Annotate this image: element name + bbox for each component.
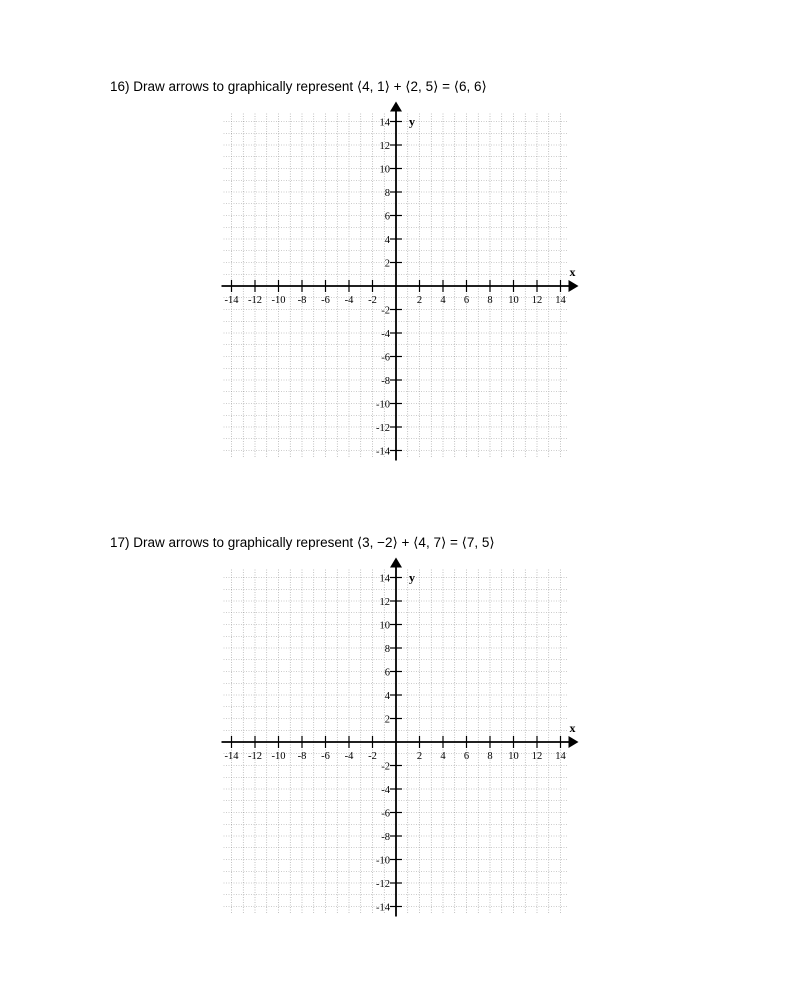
x-tick-label: -14 bbox=[224, 751, 239, 762]
y-tick-label: -6 bbox=[381, 352, 390, 364]
y-tick-label: 8 bbox=[384, 644, 390, 655]
x-tick-label: -8 bbox=[297, 295, 307, 306]
x-tick-label: -14 bbox=[224, 295, 239, 306]
problem-16-prompt: 16) Draw arrows to graphically represent ⟨4, 1⟩ + ⟨2, 5⟩ = ⟨6, 6⟩ bbox=[110, 79, 487, 94]
x-tick-label: 6 bbox=[463, 295, 470, 306]
x-tick-label: 12 bbox=[531, 295, 543, 306]
y-tick-label: 8 bbox=[384, 188, 390, 199]
x-axis-arrow-icon bbox=[569, 736, 579, 748]
y-tick-label: 12 bbox=[379, 597, 390, 608]
x-tick-label: -2 bbox=[368, 751, 377, 762]
y-tick-label: -8 bbox=[381, 832, 390, 843]
x-tick-label: -4 bbox=[344, 295, 354, 306]
x-tick-label: 14 bbox=[555, 751, 566, 762]
x-tick-label: 8 bbox=[487, 295, 493, 306]
x-tick-label: 4 bbox=[440, 295, 446, 306]
y-tick-label: 14 bbox=[379, 573, 390, 585]
x-tick-label: -12 bbox=[248, 295, 262, 306]
y-tick-label: -12 bbox=[376, 423, 390, 434]
y-tick-label: -10 bbox=[376, 855, 390, 867]
y-tick-label: -4 bbox=[381, 785, 390, 796]
y-tick-label: 12 bbox=[379, 141, 390, 152]
y-tick-label: -14 bbox=[376, 902, 390, 914]
x-axis-name: x bbox=[569, 721, 576, 735]
y-axis-name: y bbox=[409, 570, 415, 585]
y-tick-label: 6 bbox=[384, 667, 390, 679]
y-tick-label: -12 bbox=[376, 879, 390, 890]
x-tick-label: -8 bbox=[297, 751, 307, 762]
x-tick-label: -6 bbox=[321, 295, 330, 306]
y-tick-label: 2 bbox=[384, 714, 390, 726]
coordinate-plane-16[interactable] bbox=[218, 104, 578, 464]
y-tick-label: -14 bbox=[376, 446, 390, 458]
x-tick-label: 8 bbox=[487, 751, 493, 762]
y-tick-label: -2 bbox=[381, 761, 390, 773]
x-tick-label: 2 bbox=[416, 751, 423, 762]
y-tick-label: 4 bbox=[384, 691, 390, 702]
x-tick-label: -10 bbox=[271, 751, 286, 762]
y-tick-label: 10 bbox=[379, 620, 390, 632]
x-tick-label: -4 bbox=[344, 751, 354, 762]
y-tick-label: 14 bbox=[379, 117, 390, 129]
graph-svg[interactable] bbox=[218, 560, 578, 920]
y-axis-name: y bbox=[409, 114, 415, 129]
graph-svg[interactable] bbox=[218, 104, 578, 464]
coordinate-plane-17[interactable] bbox=[218, 560, 578, 920]
y-tick-label: 6 bbox=[384, 211, 390, 223]
x-tick-label: 4 bbox=[440, 751, 446, 762]
y-axis-arrow-icon bbox=[390, 558, 402, 568]
y-tick-label: 4 bbox=[384, 235, 390, 246]
x-axis-arrow-icon bbox=[569, 280, 579, 292]
y-tick-label: -6 bbox=[381, 808, 390, 820]
x-tick-label: 10 bbox=[508, 751, 519, 762]
problem-17-prompt: 17) Draw arrows to graphically represent ⟨3, −2⟩ + ⟨4, 7⟩ = ⟨7, 5⟩ bbox=[110, 535, 495, 550]
x-tick-label: 2 bbox=[416, 295, 423, 306]
y-tick-label: -10 bbox=[376, 399, 390, 411]
y-tick-label: -4 bbox=[381, 329, 390, 340]
y-tick-label: 10 bbox=[379, 164, 390, 176]
x-tick-label: -2 bbox=[368, 295, 377, 306]
x-tick-label: 12 bbox=[531, 751, 543, 762]
x-tick-label: -6 bbox=[321, 751, 330, 762]
x-tick-label: -10 bbox=[271, 295, 286, 306]
x-tick-label: -12 bbox=[248, 751, 262, 762]
y-tick-label: 2 bbox=[384, 258, 390, 270]
x-tick-label: 14 bbox=[555, 295, 566, 306]
x-tick-label: 6 bbox=[463, 751, 470, 762]
y-tick-label: -2 bbox=[381, 305, 390, 317]
x-axis-name: x bbox=[569, 265, 576, 279]
y-axis-arrow-icon bbox=[390, 102, 402, 112]
y-tick-label: -8 bbox=[381, 376, 390, 387]
x-tick-label: 10 bbox=[508, 295, 519, 306]
